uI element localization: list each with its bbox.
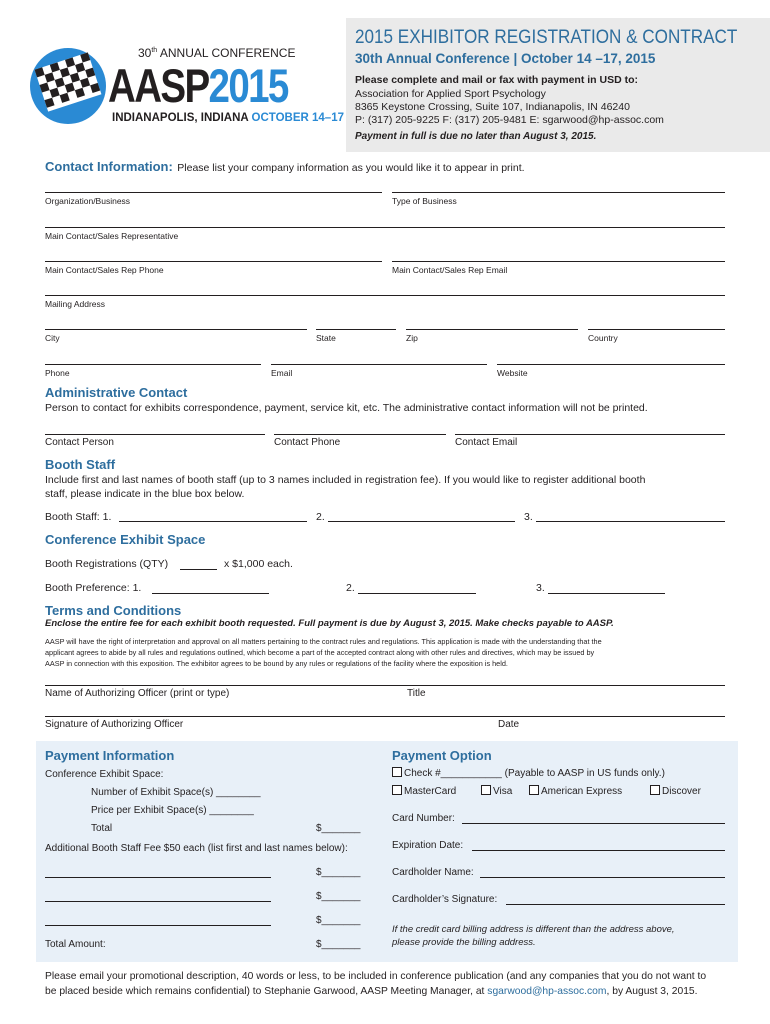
organization-field[interactable] — [45, 192, 382, 193]
main-contact-label: Main Contact/Sales Representative — [45, 231, 179, 241]
country-label: Country — [588, 333, 618, 343]
booth-preference-2-field[interactable] — [358, 593, 476, 594]
booth-preference-1-field[interactable] — [152, 593, 269, 594]
authorizing-officer-label: Name of Authorizing Officer (print or type) — [45, 688, 230, 699]
admin-heading: Administrative Contact — [45, 385, 188, 400]
amex-checkbox[interactable] — [529, 785, 539, 795]
main-email-field[interactable] — [392, 261, 725, 262]
phone-label: Phone — [45, 368, 70, 378]
card-number-field[interactable] — [462, 823, 725, 824]
logo-year: 2015 — [208, 59, 288, 112]
city-field[interactable] — [45, 329, 307, 330]
booth-staff-label — [45, 511, 111, 523]
discover-checkbox[interactable] — [650, 785, 660, 795]
additional-staff-1-amount[interactable]: $_______ — [316, 867, 361, 878]
billing-address-note-2: please provide the billing address. — [392, 937, 536, 948]
officer-title-label: Title — [407, 688, 426, 699]
main-email-label: Main Contact/Sales Rep Email — [392, 265, 508, 275]
discover-option[interactable] — [650, 785, 701, 797]
booth-staff-number-3: 3. — [524, 511, 533, 523]
checkered-flag-icon — [28, 46, 108, 126]
signature-date-label: Date — [498, 719, 520, 730]
booth-staff-heading: Booth Staff — [45, 457, 116, 472]
footer-line-2-text: be placed beside which remains confidential) to Stephanie Garwood, AASP Meeting Manager, at — [45, 986, 485, 997]
contact-phone-label: Contact Phone — [274, 437, 341, 448]
additional-staff-3-amount[interactable]: $_______ — [316, 915, 361, 926]
contact-intro: Please list your company information as you would like it to appear in print. — [177, 162, 525, 174]
zip-label: Zip — [406, 333, 418, 343]
logo-aasp: AASP — [108, 59, 209, 112]
main-phone-label: Main Contact/Sales Rep Phone — [45, 265, 164, 275]
space-total-label: Total — [91, 823, 113, 834]
additional-staff-2-amount[interactable]: $_______ — [316, 891, 361, 902]
space-total-field[interactable]: $_______ — [316, 823, 361, 834]
contact-email-label: Contact Email — [455, 437, 518, 448]
booth-preference-number-2: 2. — [346, 582, 355, 594]
discover-label: Discover — [662, 786, 701, 797]
expiration-date-label: Expiration Date: — [392, 840, 464, 851]
authorizing-officer-field[interactable] — [45, 685, 725, 686]
additional-staff-fee-label: Additional Booth Staff Fee $50 each (list first and last names below): — [45, 843, 348, 854]
website-label: Website — [497, 368, 528, 378]
visa-label: Visa — [493, 786, 513, 797]
check-option-label: Check #___________ (Payable to AASP in US funds only.) — [404, 768, 665, 779]
booth-staff-2-field[interactable] — [328, 521, 515, 522]
organization-label: Organization/Business — [45, 196, 131, 206]
payment-info-heading: Payment Information — [45, 748, 175, 763]
booth-staff-number-1: 1. — [102, 511, 112, 523]
mailing-address-label: Mailing Address — [45, 299, 106, 309]
exhibit-space-heading: Conference Exhibit Space — [45, 532, 206, 547]
booth-staff-1-field[interactable] — [119, 521, 307, 522]
check-checkbox[interactable] — [392, 767, 402, 777]
booth-price: x $1,000 each. — [224, 558, 293, 570]
additional-staff-1-field[interactable] — [45, 877, 271, 878]
visa-checkbox[interactable] — [481, 785, 491, 795]
page-title: 2015 EXHIBITOR REGISTRATION & CONTRACT — [355, 27, 738, 48]
org-contact-line: P: (317) 205-9225 F: (317) 205-9481 E: sgarwood@hp-assoc.com — [355, 114, 664, 126]
country-field[interactable] — [588, 329, 725, 330]
booth-staff-intro-2: staff, please indicate in the blue box below. — [45, 488, 245, 500]
logo-wordmark — [108, 58, 288, 113]
terms-paragraph-line-3: AASP in connection with this exposition. The exhibitor agrees to be bound by any rules or regulations of the facility where the exposition is held. — [45, 659, 508, 668]
terms-paragraph-line-1: AASP will have the right of interpretation and approval on all matters pertaining to the contract rules and regulations. This application is made with the understanding that the — [45, 637, 602, 646]
booth-staff-number-2: 2. — [316, 511, 325, 523]
website-field[interactable] — [497, 364, 725, 365]
visa-option[interactable] — [481, 785, 512, 797]
admin-intro: Person to contact for exhibits correspondence, payment, service kit, etc. The administrative contact information will not be printed. — [45, 402, 648, 414]
mastercard-label: MasterCard — [404, 786, 457, 797]
expiration-date-field[interactable] — [472, 850, 725, 851]
booth-registrations-qty-field[interactable] — [180, 569, 217, 570]
booth-staff-intro-1: Include first and last names of booth staff (up to 3 names included in registration fee). If you would like to register additional booth — [45, 474, 646, 486]
payment-option-heading: Payment Option — [392, 748, 492, 763]
main-phone-field[interactable] — [45, 261, 382, 262]
contact-person-field[interactable] — [45, 434, 265, 435]
cardholder-name-label: Cardholder Name: — [392, 867, 474, 878]
additional-staff-3-field[interactable] — [45, 925, 271, 926]
mail-instructions: Please complete and mail or fax with payment in USD to: — [355, 74, 638, 86]
booth-preference-3-field[interactable] — [548, 593, 665, 594]
card-number-label: Card Number: — [392, 813, 455, 824]
booth-preference-number-3: 3. — [536, 582, 545, 594]
footer-line-2 — [45, 986, 698, 997]
exhibit-space-label: Conference Exhibit Space: — [45, 769, 164, 780]
check-option[interactable] — [392, 767, 665, 779]
header-logo — [22, 36, 344, 136]
contact-person-label: Contact Person — [45, 437, 114, 448]
logo-location: INDIANAPOLIS, INDIANA — [112, 112, 249, 124]
logo-dates: OCTOBER 14–17 — [251, 112, 344, 124]
logo-annual-label: ANNUAL CONFERENCE — [159, 46, 296, 60]
business-type-field[interactable] — [392, 192, 725, 193]
officer-signature-field[interactable] — [45, 716, 725, 717]
billing-address-note-1: If the credit card billing address is different than the address above, — [392, 924, 675, 935]
org-name: Association for Applied Sport Psychology — [355, 88, 546, 100]
booth-preference-label-text: Booth Preference: — [45, 582, 130, 594]
payment-deadline: Payment in full is due no later than August 3, 2015. — [355, 131, 597, 142]
booth-preference-label — [45, 582, 141, 594]
mailing-address-field[interactable] — [45, 295, 725, 296]
contact-heading: Contact Information: — [45, 159, 173, 174]
email-field[interactable] — [271, 364, 487, 365]
state-field[interactable] — [316, 329, 396, 330]
logo-location-line — [112, 112, 344, 124]
booth-staff-label-text: Booth Staff: — [45, 511, 100, 523]
footer-email-link[interactable]: sgarwood@hp-assoc.com — [487, 986, 607, 997]
footer-line-1: Please email your promotional description, 40 words or less, to be included in conference publication (and any companies that you do not want to — [45, 971, 707, 982]
contact-phone-field[interactable] — [274, 434, 446, 435]
logo-anniversary: 30 — [138, 46, 152, 60]
zip-field[interactable] — [406, 329, 578, 330]
conference-subtitle: 30th Annual Conference | October 14 –17, 2015 — [355, 51, 656, 66]
booth-registrations-label: Booth Registrations (QTY) — [45, 558, 169, 570]
amex-label: American Express — [541, 786, 623, 797]
amex-option[interactable] — [529, 785, 622, 797]
cardholder-name-field[interactable] — [480, 877, 725, 878]
business-type-label: Type of Business — [392, 196, 457, 206]
total-amount-label: Total Amount: — [45, 939, 106, 950]
contact-email-field[interactable] — [455, 434, 725, 435]
total-amount-field[interactable]: $_______ — [316, 939, 361, 950]
footer-line-2-end: , by August 3, 2015. — [606, 986, 698, 997]
additional-staff-2-field[interactable] — [45, 901, 271, 902]
phone-field[interactable] — [45, 364, 261, 365]
terms-paragraph-line-2: applicant agrees to abide by all rules and regulations outlined, which become a part of the accepted contract along with other rules and directives, which may be issued by — [45, 648, 595, 657]
cardholder-signature-label: Cardholder’s Signature: — [392, 894, 498, 905]
terms-heading: Terms and Conditions — [45, 603, 182, 618]
booth-staff-3-field[interactable] — [536, 521, 725, 522]
terms-payment-notice: Enclose the entire fee for each exhibit booth requested. Full payment is due by August 3, 2015. Make checks payable to AASP. — [45, 618, 614, 629]
contact-heading-row — [45, 158, 525, 176]
cardholder-signature-field[interactable] — [506, 904, 725, 905]
logo-anniversary-suffix: th — [151, 47, 158, 54]
officer-signature-label: Signature of Authorizing Officer — [45, 719, 184, 730]
org-address: 8365 Keystone Crossing, Suite 107, Indianapolis, IN 46240 — [355, 101, 630, 113]
num-exhibit-spaces-field[interactable]: Number of Exhibit Space(s) ________ — [91, 787, 261, 798]
state-label: State — [316, 333, 336, 343]
city-label: City — [45, 333, 60, 343]
email-label: Email — [271, 368, 293, 378]
booth-preference-number-1: 1. — [132, 582, 142, 594]
mastercard-checkbox[interactable] — [392, 785, 402, 795]
mastercard-option[interactable] — [392, 785, 456, 797]
price-per-space-field[interactable]: Price per Exhibit Space(s) ________ — [91, 805, 254, 816]
main-contact-field[interactable] — [45, 227, 725, 228]
